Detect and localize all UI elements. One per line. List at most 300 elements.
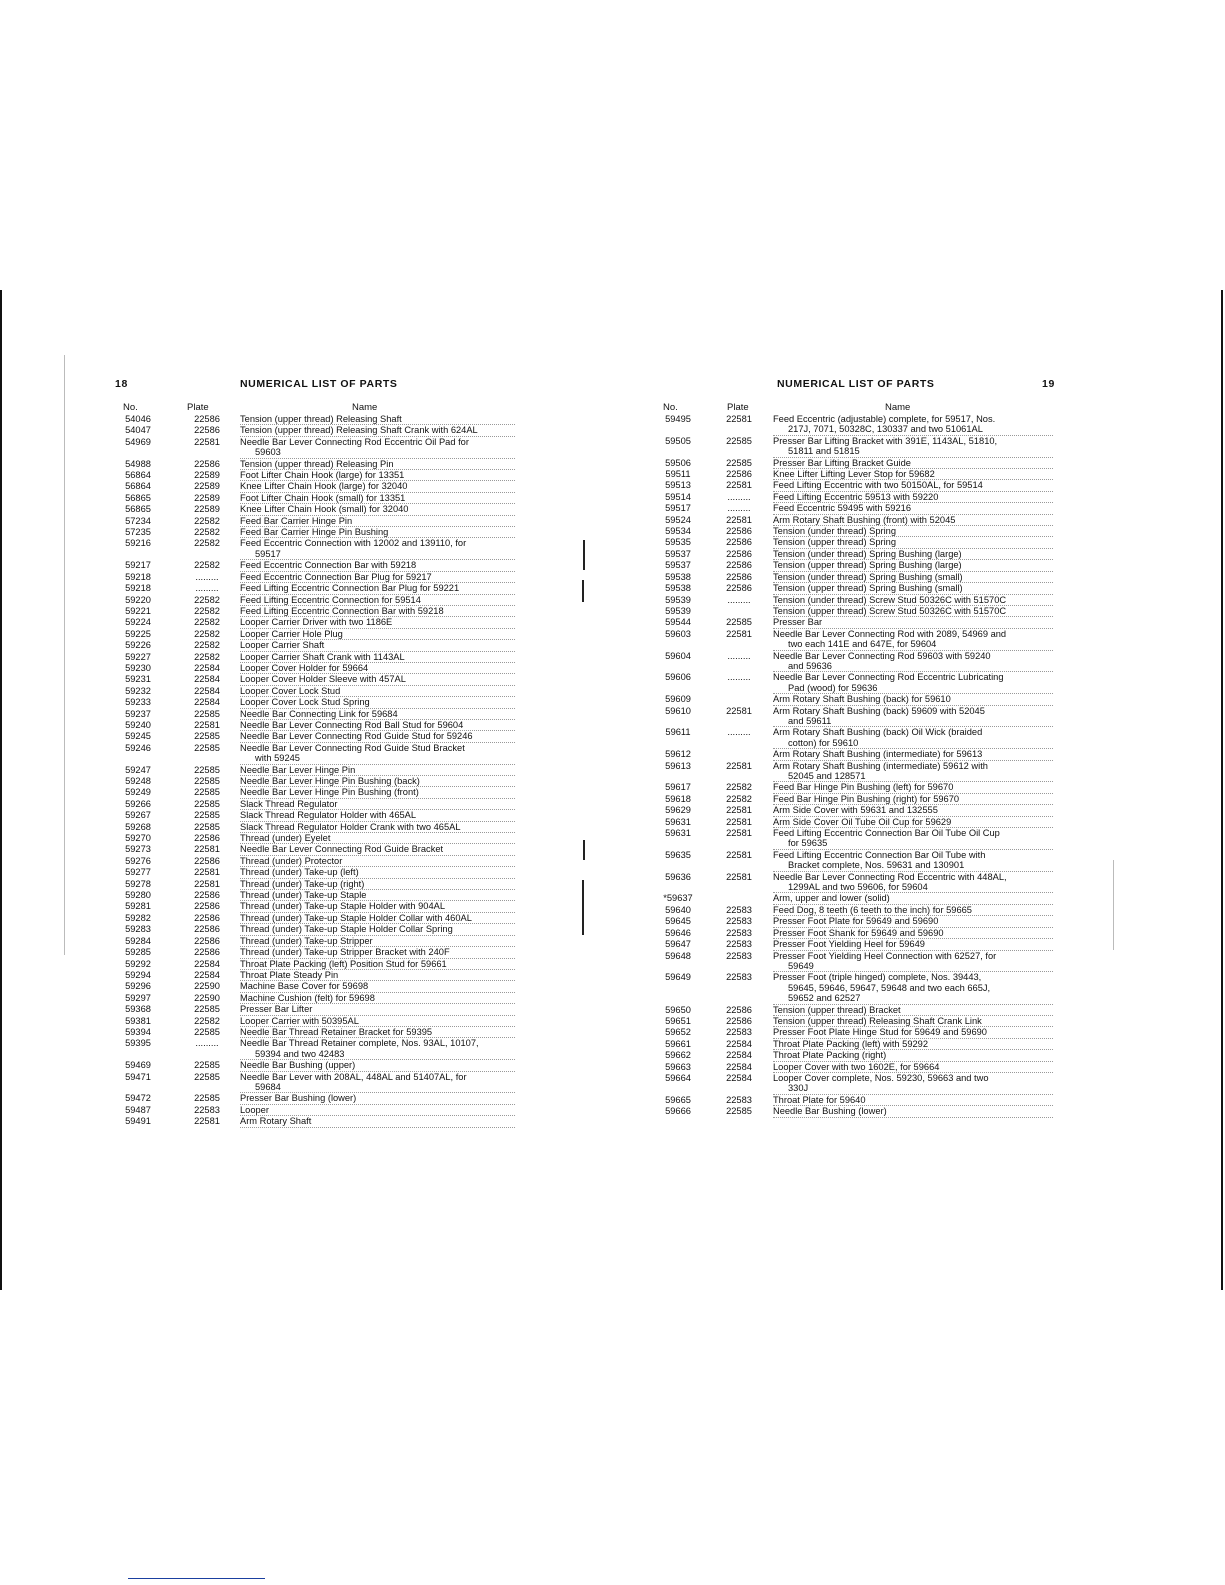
part-number: 59640	[665, 904, 691, 915]
plate-number: 22581	[726, 705, 752, 716]
plate-number: 22581	[726, 871, 752, 882]
part-name-line: Thread (under) Take-up Staple Holder Collar with 460AL	[240, 913, 515, 924]
part-name	[773, 515, 1053, 526]
table-row	[655, 492, 1075, 503]
part-number: 56864	[125, 470, 151, 481]
part-number: 59612	[665, 749, 691, 760]
part-name-line: Looper Cover complete, Nos. 59230, 59663 and two	[773, 1072, 989, 1083]
part-name-line: 59645, 59646, 59647, 59648 and two each 665J,	[788, 982, 991, 993]
part-name-line: Arm Rotary Shaft Bushing (intermediate) 59612 with	[773, 760, 988, 771]
part-number: 59232	[125, 685, 151, 696]
plate-number: 22581	[194, 436, 220, 447]
plate-number: 22586	[194, 924, 220, 935]
part-name-line: Tension (upper thread) Spring	[773, 537, 1053, 548]
part-number: 59268	[125, 821, 151, 832]
table-row	[655, 549, 1075, 560]
table-row	[115, 1105, 525, 1116]
part-number: 59294	[125, 969, 151, 980]
part-name-line: 59652 and 62527	[773, 993, 1053, 1004]
part-name-line: Presser Foot (triple hinged) complete, Nos. 39443,	[773, 972, 982, 983]
right-page	[655, 378, 1075, 1118]
part-number: 59611	[665, 727, 691, 738]
plate-number: 22586	[194, 912, 220, 923]
part-name	[240, 890, 515, 901]
part-number: 59511	[665, 469, 691, 480]
part-name-line: Thread (under) Protector	[240, 856, 515, 867]
table-row	[655, 1005, 1075, 1016]
page-number: 18	[115, 378, 128, 390]
part-name	[773, 1062, 1053, 1073]
part-number: 59524	[665, 514, 691, 525]
table-row	[115, 936, 525, 947]
part-name-line: Arm Rotary Shaft Bushing (front) with 52045	[773, 515, 1053, 526]
table-row	[655, 1050, 1075, 1061]
table-row	[115, 765, 525, 776]
part-name	[240, 743, 515, 765]
part-number: 59237	[125, 708, 151, 719]
plate-number: 22582	[194, 651, 220, 662]
part-number: 59646	[665, 927, 691, 938]
table-row	[115, 913, 525, 924]
table-row	[115, 1093, 525, 1104]
part-name	[773, 805, 1053, 816]
part-name	[240, 959, 515, 970]
plate-number: 22581	[726, 828, 752, 839]
part-name	[773, 794, 1053, 805]
part-number: 59629	[665, 805, 691, 816]
part-name-line: Throat Plate for 59640	[773, 1095, 1053, 1106]
part-number: 59538	[665, 583, 691, 594]
plate-number: 22585	[194, 1093, 220, 1104]
part-name-line: and 59636	[773, 661, 1053, 672]
part-number: 54046	[125, 414, 151, 424]
table-row	[655, 526, 1075, 537]
part-number: 59513	[665, 480, 691, 491]
part-name	[240, 1093, 515, 1104]
table-row	[655, 672, 1075, 694]
table-row	[115, 720, 525, 731]
part-number: 59247	[125, 764, 151, 775]
table-row	[655, 706, 1075, 728]
part-name-line: 217J, 7071, 50328C, 130337 and two 51061AL	[773, 424, 1053, 435]
table-row	[655, 872, 1075, 894]
part-name	[773, 606, 1053, 617]
plate-number: 22584	[194, 958, 220, 969]
part-number: 59292	[125, 958, 151, 969]
gutter-mark	[583, 840, 585, 860]
part-number: 59218	[125, 583, 151, 594]
part-name-line: Knee Lifter Lifting Lever Stop for 59682	[773, 469, 1053, 480]
part-name	[773, 939, 1053, 950]
plate-number: 22584	[726, 1072, 752, 1083]
part-name-line: Tension (upper thread) Releasing Shaft	[240, 414, 515, 425]
plate-number: 22586	[726, 537, 752, 548]
plate-number: 22585	[194, 708, 220, 719]
part-name-line: Foot Lifter Chain Hook (large) for 13351	[240, 470, 515, 481]
column-headers	[655, 400, 1075, 414]
part-name	[240, 1016, 515, 1027]
part-name	[773, 782, 1053, 793]
part-number: 59505	[665, 435, 691, 446]
part-name-line: Thread (under) Take-up (left)	[240, 867, 515, 878]
table-row	[115, 799, 525, 810]
part-name-line: Slack Thread Regulator	[240, 799, 515, 810]
table-row	[655, 694, 1075, 705]
part-name-line: Feed Eccentric Connection Bar with 59218	[240, 560, 515, 571]
part-number: 59281	[125, 901, 151, 912]
table-row	[655, 606, 1075, 617]
table-row	[655, 1073, 1075, 1095]
part-number: 59495	[665, 414, 691, 424]
table-row	[115, 560, 525, 571]
part-number: 59224	[125, 617, 151, 628]
table-row	[655, 583, 1075, 594]
plate-number: 22584	[726, 1061, 752, 1072]
part-name-line: 59684	[240, 1082, 515, 1093]
part-name	[240, 629, 515, 640]
part-name-line: Thread (under) Take-up Staple Holder with 904AL	[240, 901, 515, 912]
part-name	[240, 913, 515, 924]
table-row	[655, 828, 1075, 850]
part-name	[240, 810, 515, 821]
part-number: 59246	[125, 742, 151, 753]
plate-number: .........	[727, 594, 751, 605]
plate-number: .........	[195, 571, 219, 582]
part-name	[240, 867, 515, 878]
plate-number: 22581	[194, 867, 220, 878]
table-row	[655, 749, 1075, 760]
part-name-line: 51811 and 51815	[773, 446, 1053, 457]
part-number: 59617	[665, 782, 691, 793]
part-name-line: Presser Foot Shank for 59649 and 59690	[773, 928, 1053, 939]
table-row	[115, 890, 525, 901]
part-name-line: Needle Bar Bushing (lower)	[773, 1106, 1053, 1117]
plate-number: 22582	[194, 628, 220, 639]
table-row	[655, 572, 1075, 583]
plate-number: 22585	[194, 1071, 220, 1082]
plate-number: 22585	[194, 776, 220, 786]
part-name	[240, 822, 515, 833]
table-row	[655, 595, 1075, 606]
part-number: 59663	[665, 1061, 691, 1072]
plate-number: 22586	[194, 833, 220, 844]
plate-number: 22582	[194, 538, 220, 549]
plate-number: 22586	[194, 890, 220, 901]
table-row	[655, 617, 1075, 628]
part-name-line: Tension (under thread) Screw Stud 50326C with 51570C	[773, 595, 1053, 606]
part-name	[240, 652, 515, 663]
part-name-line: Feed Eccentric Connection Bar Plug for 59217	[240, 572, 515, 583]
part-name	[773, 458, 1053, 469]
part-number: 59227	[125, 651, 151, 662]
part-name-line: Looper Carrier with 50395AL	[240, 1016, 515, 1027]
plate-number: 22586	[726, 560, 752, 571]
part-number: 59270	[125, 833, 151, 844]
part-name	[240, 787, 515, 798]
plate-number: 22585	[726, 617, 752, 628]
part-name	[240, 924, 515, 935]
table-row	[655, 436, 1075, 458]
part-name	[773, 672, 1053, 694]
part-name-line: Presser Foot Plate for 59649 and 59690	[773, 916, 1053, 927]
plate-number: 22586	[194, 414, 220, 424]
part-name-line: Presser Bar	[773, 617, 1053, 628]
part-name	[240, 414, 515, 425]
part-name-line: Needle Bar Connecting Link for 59684	[240, 709, 515, 720]
part-number: 59472	[125, 1093, 151, 1104]
part-name-line: Looper	[240, 1105, 515, 1116]
plate-number: 22586	[194, 458, 220, 469]
table-row	[115, 833, 525, 844]
table-row	[655, 469, 1075, 480]
part-name	[240, 1060, 515, 1071]
col-plate: Plate	[727, 402, 749, 413]
table-row	[655, 1016, 1075, 1027]
gutter-mark	[582, 880, 584, 935]
part-number: 54969	[125, 436, 151, 447]
plate-number: 22581	[726, 805, 752, 816]
plate-number: 22582	[194, 1015, 220, 1026]
part-name	[773, 1050, 1053, 1061]
part-name-line: Presser Foot Plate Hinge Stud for 59649 and 59690	[773, 1027, 1053, 1038]
part-name-line: 59394 and two 42483	[240, 1049, 515, 1060]
part-name-line: Slack Thread Regulator Holder Crank with two 465AL	[240, 822, 515, 833]
part-name	[240, 970, 515, 981]
table-row	[655, 850, 1075, 872]
part-number: 59226	[125, 640, 151, 651]
table-row	[655, 503, 1075, 514]
part-number: 59539	[665, 605, 691, 616]
part-number: 59538	[665, 571, 691, 582]
part-name	[773, 629, 1053, 651]
part-name-line: Presser Foot Yielding Heel Connection with 62527, for	[773, 950, 997, 961]
table-row	[115, 1072, 525, 1094]
part-number: 59651	[665, 1015, 691, 1026]
gutter-mark	[583, 540, 585, 570]
part-number: 59514	[665, 491, 691, 502]
part-name-line: Needle Bar Lever Connecting Rod with 2089, 54969 and	[773, 628, 1007, 639]
part-name	[773, 414, 1053, 436]
part-number: 59535	[665, 537, 691, 548]
part-name	[773, 893, 1053, 904]
part-name-line: Needle Bar Lever Hinge Pin Bushing (back)	[240, 776, 515, 787]
table-row	[115, 470, 525, 481]
part-number: 59245	[125, 731, 151, 742]
part-number: 59225	[125, 628, 151, 639]
part-name	[240, 856, 515, 867]
part-number: 59664	[665, 1072, 691, 1083]
part-name-line: Needle Bar Lever Connecting Rod Eccentric Lubricating	[773, 672, 1004, 683]
table-row	[115, 686, 525, 697]
part-number: 59662	[665, 1050, 691, 1061]
part-name	[240, 516, 515, 527]
plate-number: 22585	[194, 1060, 220, 1071]
part-name	[773, 572, 1053, 583]
part-name	[240, 765, 515, 776]
part-number: 59544	[665, 617, 691, 628]
plate-number: 22582	[194, 617, 220, 628]
part-number: 59284	[125, 935, 151, 946]
part-name-line: Needle Bar Lever Connecting Rod Eccentric Oil Pad for	[240, 436, 469, 447]
table-row	[115, 959, 525, 970]
part-name	[773, 503, 1053, 514]
part-name	[240, 776, 515, 787]
table-row	[655, 916, 1075, 927]
part-name-line: Foot Lifter Chain Hook (small) for 13351	[240, 493, 515, 504]
table-row	[655, 458, 1075, 469]
part-number: 59469	[125, 1060, 151, 1071]
part-number: 59491	[125, 1116, 151, 1127]
part-number: 57235	[125, 527, 151, 538]
part-name-line: cotton) for 59610	[773, 738, 1053, 749]
plate-number: 22584	[726, 1038, 752, 1049]
table-row	[115, 901, 525, 912]
part-number: 56865	[125, 492, 151, 503]
col-no: No.	[663, 402, 678, 413]
plate-number: 22582	[194, 560, 220, 571]
part-number: 59604	[665, 650, 691, 661]
part-number: 59233	[125, 697, 151, 708]
part-name-line: Looper Cover Lock Stud Spring	[240, 697, 515, 708]
part-name-line: Arm Rotary Shaft Bushing (back) 59609 with 52045	[773, 705, 985, 716]
part-name	[773, 706, 1053, 728]
table-row	[655, 761, 1075, 783]
plate-number: 22586	[726, 526, 752, 537]
table-row	[115, 481, 525, 492]
part-name-line: Throat Plate Packing (left) Position Stud for 59661	[240, 959, 515, 970]
part-name-line: Looper Cover Lock Stud	[240, 686, 515, 697]
table-row	[655, 782, 1075, 793]
table-row	[115, 629, 525, 640]
part-name-line: Feed Eccentric (adjustable) complete, for 59517, Nos.	[773, 414, 996, 424]
plate-number: 22586	[194, 935, 220, 946]
part-name	[773, 583, 1053, 594]
part-name	[773, 928, 1053, 939]
table-row	[655, 480, 1075, 491]
table-row	[655, 651, 1075, 673]
part-name	[240, 583, 515, 594]
parts-list-right	[655, 414, 1075, 1118]
part-name-line: Tension (under thread) Spring Bushing (large)	[773, 549, 1053, 560]
plate-number: 22589	[194, 481, 220, 492]
table-row	[115, 947, 525, 958]
part-name-line: two each 141E and 647E, for 59604	[773, 639, 1053, 650]
plate-number: 22581	[194, 844, 220, 855]
table-row	[655, 905, 1075, 916]
part-name-line: with 59245	[240, 753, 515, 764]
plate-number: 22586	[726, 583, 752, 594]
part-name-line: Arm Side Cover with 59631 and 132555	[773, 805, 1053, 816]
part-name-line: Pad (wood) for 59636	[773, 683, 1053, 694]
part-name	[240, 640, 515, 651]
plate-number: 22585	[194, 798, 220, 809]
part-name-line: 59603	[240, 447, 515, 458]
plate-number: 22581	[726, 760, 752, 771]
plate-number: 22585	[194, 742, 220, 753]
part-number: 59618	[665, 793, 691, 804]
part-name	[773, 1039, 1053, 1050]
part-number: 59278	[125, 878, 151, 889]
plate-number: 22584	[194, 674, 220, 685]
part-number: 59603	[665, 628, 691, 639]
part-number: 57234	[125, 515, 151, 526]
part-number: 59537	[665, 548, 691, 559]
table-row	[655, 727, 1075, 749]
part-number: 59650	[665, 1004, 691, 1015]
part-name-line: Feed Bar Carrier Hinge Pin	[240, 516, 515, 527]
part-name	[240, 844, 515, 855]
part-name	[773, 469, 1053, 480]
part-name	[773, 872, 1053, 894]
part-number: 59220	[125, 594, 151, 605]
plate-number: 22589	[194, 504, 220, 515]
part-name	[240, 674, 515, 685]
part-name	[240, 1105, 515, 1116]
page-title: NUMERICAL LIST OF PARTS	[240, 378, 398, 390]
plate-number: 22582	[194, 605, 220, 616]
plate-number: 22585	[194, 821, 220, 832]
table-row	[655, 1027, 1075, 1038]
col-no: No.	[123, 402, 138, 413]
part-name	[240, 1072, 515, 1094]
plate-number: 22583	[726, 904, 752, 915]
part-name-line: Tension (upper thread) Releasing Pin	[240, 459, 515, 470]
part-number: 59394	[125, 1026, 151, 1037]
part-name-line: Tension (upper thread) Spring Bushing (small)	[773, 583, 1053, 594]
part-number: 59537	[665, 560, 691, 571]
part-number: 59395	[125, 1038, 151, 1049]
part-number: 54047	[125, 425, 151, 436]
column-headers	[115, 400, 525, 414]
plate-number: 22582	[194, 640, 220, 651]
left-page	[115, 378, 525, 1128]
part-name-line: Feed Eccentric 59495 with 59216	[773, 503, 1053, 514]
plate-number: 22590	[194, 981, 220, 992]
part-name-line: Feed Lifting Eccentric Connection Bar Oil Tube with	[773, 849, 986, 860]
table-row	[655, 1106, 1075, 1117]
plate-number: 22585	[726, 435, 752, 446]
part-name	[240, 437, 515, 459]
part-name-line: Thread (under) Take-up (right)	[240, 879, 515, 890]
part-name	[240, 538, 515, 560]
table-row	[115, 459, 525, 470]
part-name-line: Presser Foot Yielding Heel for 59649	[773, 939, 1053, 950]
table-row	[115, 1060, 525, 1071]
part-name	[240, 697, 515, 708]
part-number: 59277	[125, 867, 151, 878]
table-row	[115, 1116, 525, 1127]
left-page-header	[115, 378, 525, 400]
right-page-header	[655, 378, 1075, 400]
part-number: 56864	[125, 481, 151, 492]
part-name	[240, 879, 515, 890]
part-name	[240, 947, 515, 958]
table-row	[115, 879, 525, 890]
page-edge-left	[0, 290, 2, 1290]
part-name-line: Looper Carrier Driver with two 1186E	[240, 617, 515, 628]
part-name-line: Tension (upper thread) Bracket	[773, 1005, 1053, 1016]
plate-number: 22584	[194, 662, 220, 673]
part-number: 59471	[125, 1071, 151, 1082]
table-row	[115, 844, 525, 855]
part-name-line: Needle Bar Lever Connecting Rod Guide Stud for 59246	[240, 731, 515, 742]
table-row	[115, 1016, 525, 1027]
table-row	[655, 928, 1075, 939]
col-name: Name	[885, 402, 911, 413]
table-row	[655, 560, 1075, 571]
part-name-line: for 59635	[773, 838, 1053, 849]
plate-number: 22586	[194, 425, 220, 436]
